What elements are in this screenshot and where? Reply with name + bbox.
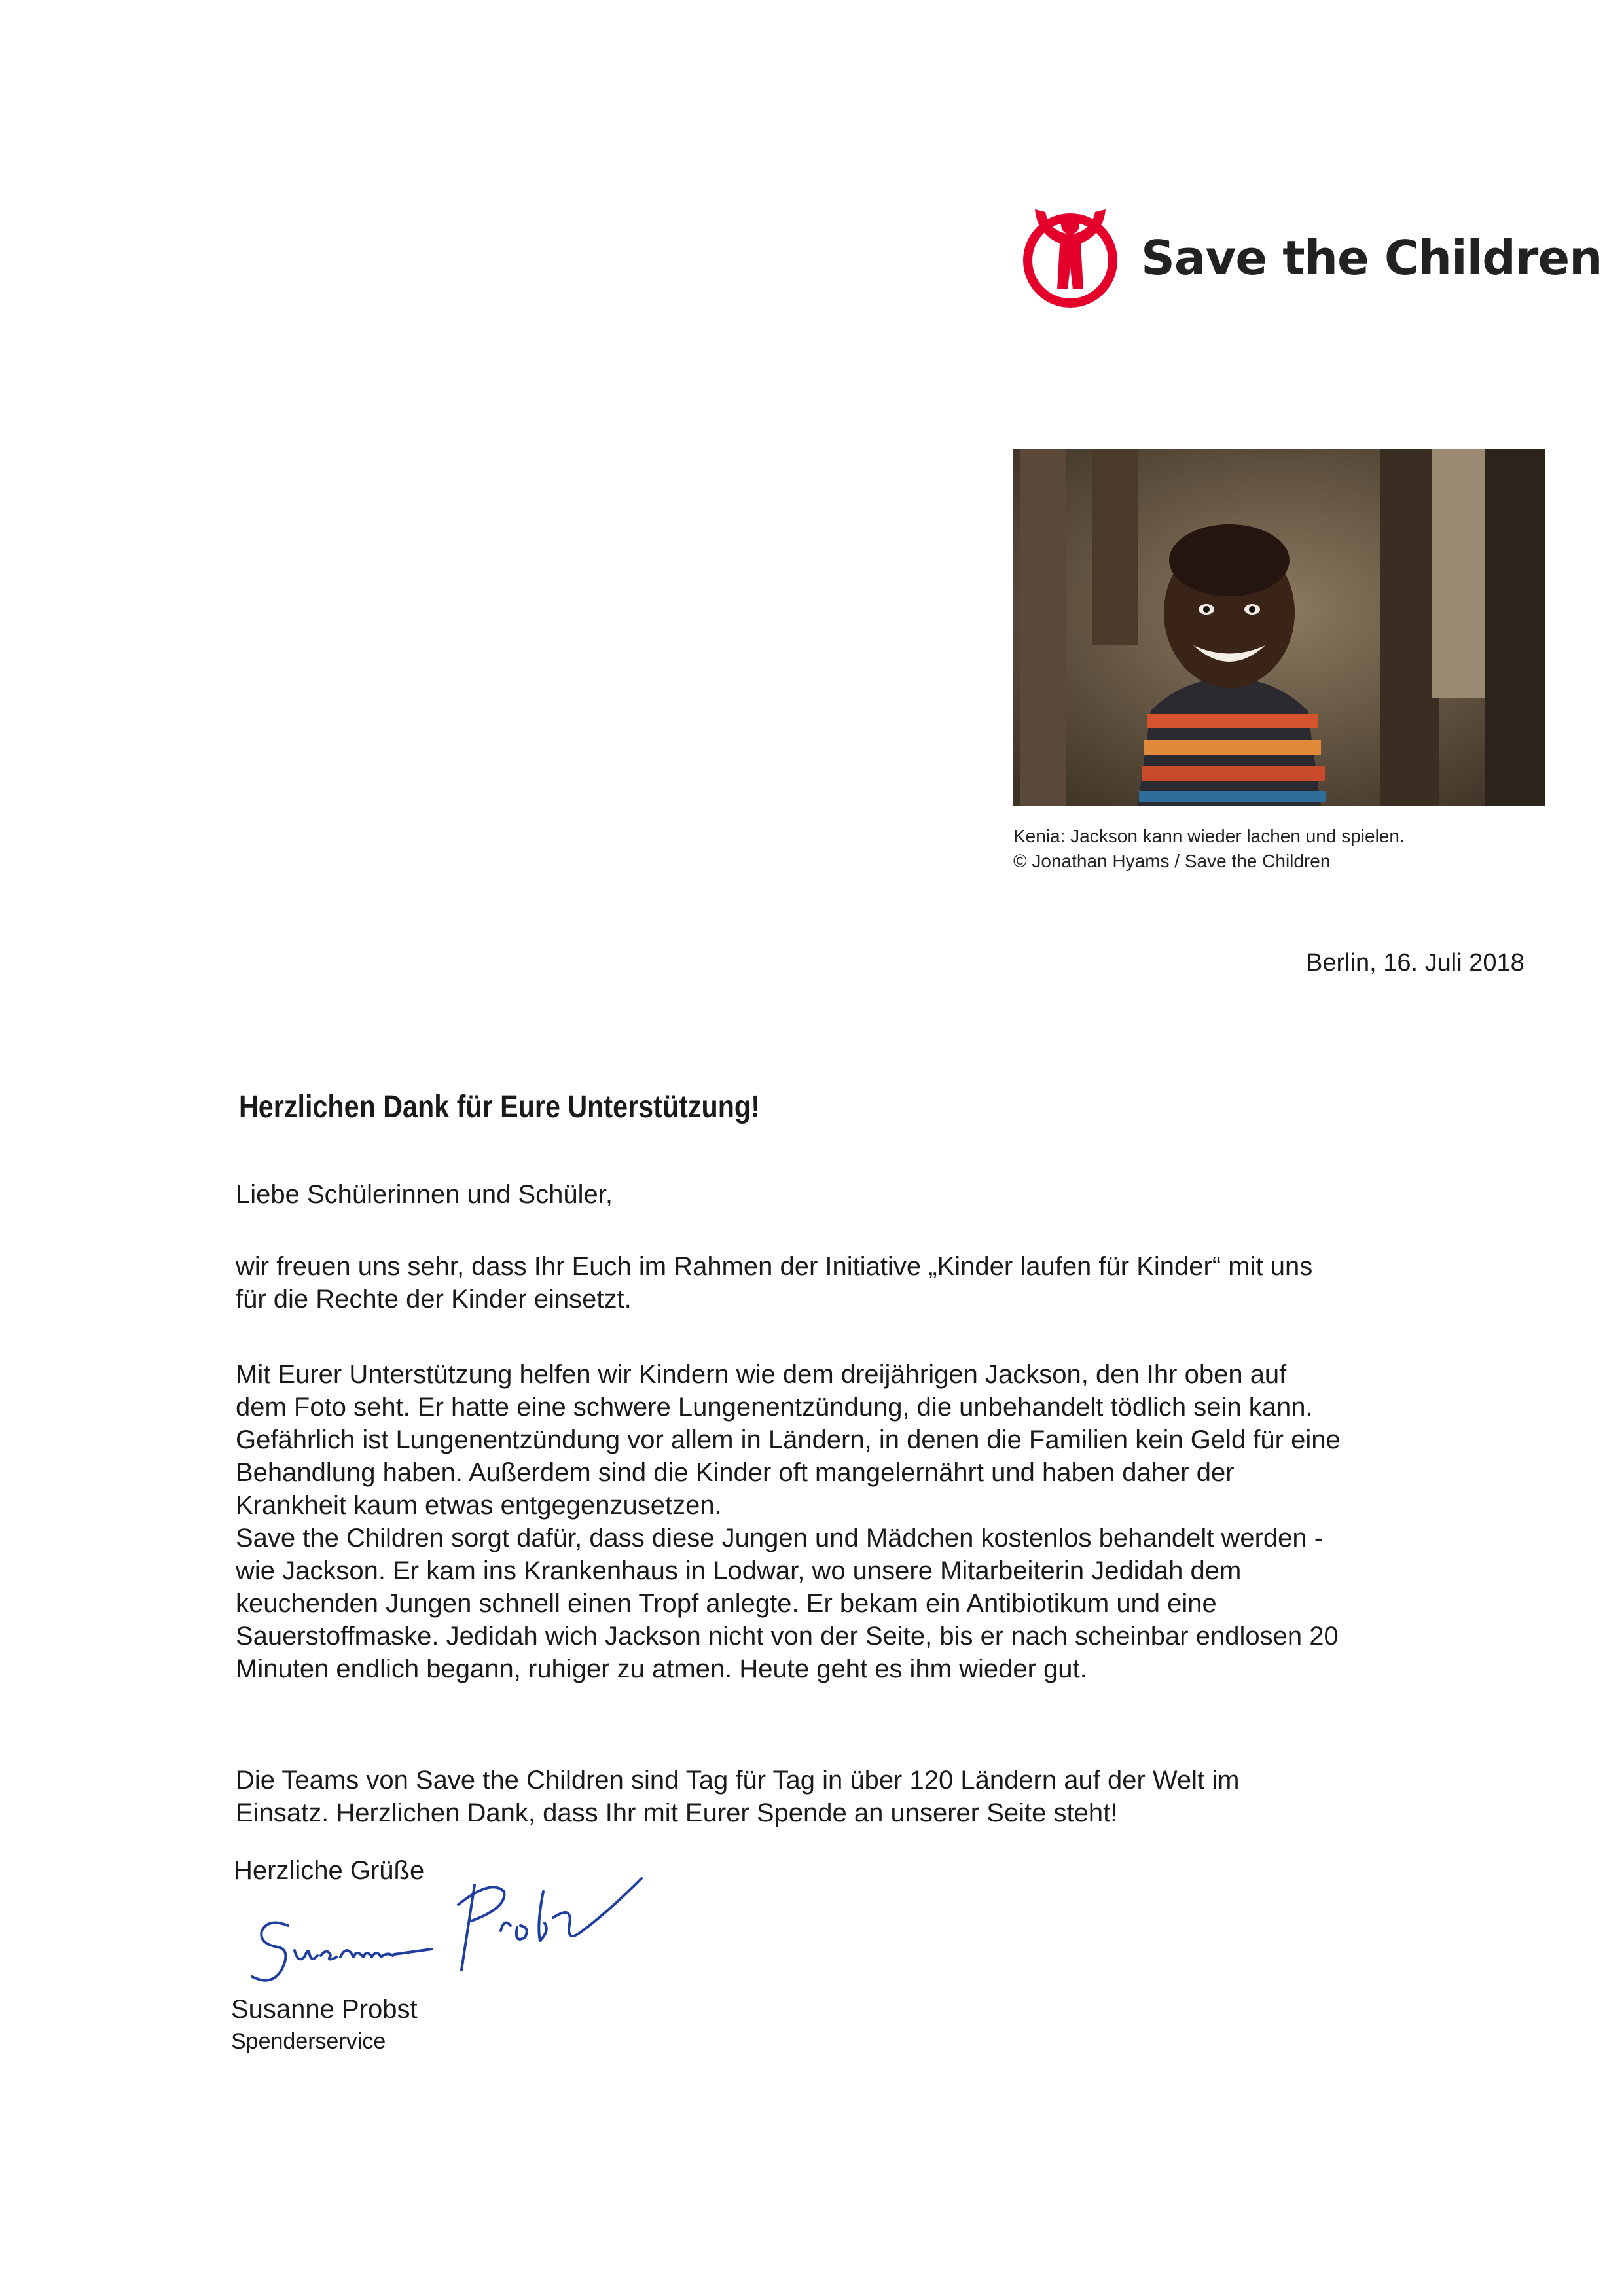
body-paragraph [236,1764,1473,1829]
salutation [236,1178,1473,1211]
text-line: Einsatz. Herzlichen Dank, dass Ihr mit Eurer Spende an unserer Seite steht! [236,1799,1118,1827]
child-photo [1013,449,1545,806]
body-paragraph [236,1358,1473,1685]
save-the-children-emblem-icon [1018,203,1123,311]
handwritten-signature [242,1865,713,1990]
photo-credit: © Jonathan Hyams / Save the Children [1013,851,1331,871]
signer-department: Spenderservice [231,2029,386,2054]
text-line: Save the Children sorgt dafür, dass diese Jungen und Mädchen kostenlos behandelt werden - [236,1524,1324,1552]
text-line: dem Foto seht. Er hatte eine schwere Lungenentzündung, die unbehandelt tödlich sein kann. [236,1393,1313,1422]
text-line: Krankheit kaum etwas entgegenzusetzen. [236,1491,722,1520]
organization-logo [1011,196,1602,314]
text-line: für die Rechte der Kinder einsetzt. [236,1285,632,1314]
salutation-text: Liebe Schülerinnen und Schüler, [236,1180,613,1209]
logo-wordmark: Save the Children [1141,230,1602,285]
text-line: Mit Eurer Unterstützung helfen wir Kindern wie dem dreijährigen Jackson, den Ihr oben auf [236,1360,1287,1389]
signer-name: Susanne Probst [231,1995,418,2024]
closing-phrase: Herzliche Grüße [234,1856,425,1885]
text-line: wir freuen uns sehr, dass Ihr Euch im Rahmen der Initiative „Kinder laufen für Kinder“ mit uns [236,1252,1313,1281]
letter-heading: Herzlichen Dank für Eure Unterstützung! [239,1090,760,1124]
text-line: Gefährlich ist Lungenentzündung vor allem in Ländern, in denen die Familien kein Geld für eine [236,1426,1341,1454]
letter-date: Berlin, 16. Juli 2018 [1306,949,1525,977]
text-line: Die Teams von Save the Children sind Tag für Tag in über 120 Ländern auf der Welt im [236,1766,1240,1795]
text-line: Sauerstoffmaske. Jedidah wich Jackson nicht von der Seite, bis er nach scheinbar endlosen 20 [236,1622,1339,1651]
text-line: keuchenden Jungen schnell einen Tropf anlegte. Er bekam ein Antibiotikum und eine [236,1589,1217,1618]
photo-caption: Kenia: Jackson kann wieder lachen und spielen. [1013,826,1405,846]
body-paragraph [236,1250,1473,1316]
text-line: Minuten endlich begann, ruhiger zu atmen. Heute geht es ihm wieder gut. [236,1655,1087,1683]
text-line: Behandlung haben. Außerdem sind die Kinder oft mangelernährt und haben daher der [236,1458,1235,1487]
text-line: wie Jackson. Er kam ins Krankenhaus in Lodwar, wo unsere Mitarbeiterin Jedidah dem [236,1556,1242,1585]
